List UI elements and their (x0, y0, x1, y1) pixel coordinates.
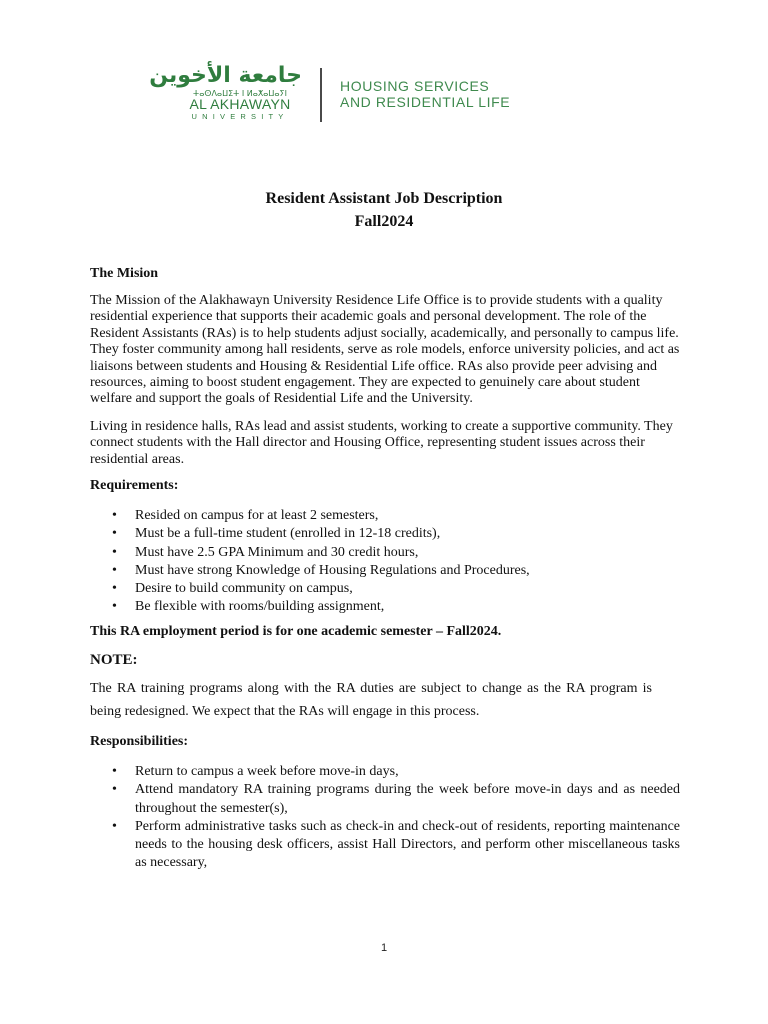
list-item: • Attend mandatory RA training programs during the week before move-in days and as needed throughout the semester(s), (90, 781, 680, 818)
logo-arabic-text: جامعة الأخوين (149, 63, 302, 88)
list-item: • Must have 2.5 GPA Minimum and 30 credit hours, (90, 544, 680, 562)
mission-paragraph: The Mission of the Alakhawayn University Residence Life Office is to provide students with a quality residential experience that supports their academic goals and personal development. The role of the Resident Assistants (RAs) is to help students adjust socially, academically, and personally to campus life. They foster community among hall residents, serve as role models, enforce university policies, and act as liaisons between students and Housing & Residential Life office. RAs also provide peer advising and resources, aiming to boost student engagement. They are expected to genuinely care about student welfare and support the goals of Residential Life and the University. (90, 293, 680, 407)
logo-name-text: AL AKHAWAYN (189, 96, 291, 112)
logo-tifinagh-text: ⵜⴰⵙⴷⴰⵡⵉⵜ ⵏ ⵍⴰⵅⴰⵡⴰⵢⵏ (193, 89, 287, 98)
requirements-heading: Requirements: (90, 478, 179, 493)
logo-university-text: UNIVERSITY (191, 112, 289, 121)
university-logo (149, 63, 566, 124)
mission-heading: The Mision (90, 266, 159, 281)
employment-period: This RA employment period is for one academic semester – Fall2024. (90, 624, 502, 639)
list-item: • Must be a full-time student (enrolled in 12-18 credits), (90, 525, 680, 543)
document-term: Fall2024 (354, 213, 414, 230)
list-item: • Perform administrative tasks such as check-in and check-out of residents, reporting maintenance needs to the housing desk officers, assist Hall Directors, and perform other miscellaneous tasks as necessary, (90, 818, 680, 873)
list-item: • Be flexible with rooms/building assignment, (90, 598, 680, 616)
department-line-1: HOUSING SERVICES (340, 78, 490, 94)
page-number: 1 (380, 942, 388, 954)
list-item: • Desire to build community on campus, (90, 580, 680, 598)
department-name (340, 78, 510, 110)
living-paragraph: Living in residence halls, RAs lead and assist students, working to create a supportive community. They connect students with the Hall director and Housing Office, representing student issues across their residential areas. (90, 419, 673, 467)
department-line-2: AND RESIDENTIAL LIFE (340, 94, 511, 110)
responsibilities-heading: Responsibilities: (90, 734, 189, 749)
responsibilities-list (90, 763, 680, 873)
list-item: • Must have strong Knowledge of Housing Regulations and Procedures, (90, 562, 680, 580)
document-title: Resident Assistant Job Description (265, 190, 503, 207)
logo-divider (320, 68, 322, 122)
list-item: • Return to campus a week before move-in days, (90, 763, 680, 781)
logo-mark (149, 63, 304, 124)
note-paragraph: The RA training programs along with the RA duties are subject to change as the RA program is being redesigned. We expect that the RAs will engage in this process. (90, 681, 652, 719)
list-item: • Resided on campus for at least 2 semesters, (90, 507, 680, 525)
requirements-list (90, 507, 680, 617)
note-heading: NOTE: (90, 652, 138, 668)
